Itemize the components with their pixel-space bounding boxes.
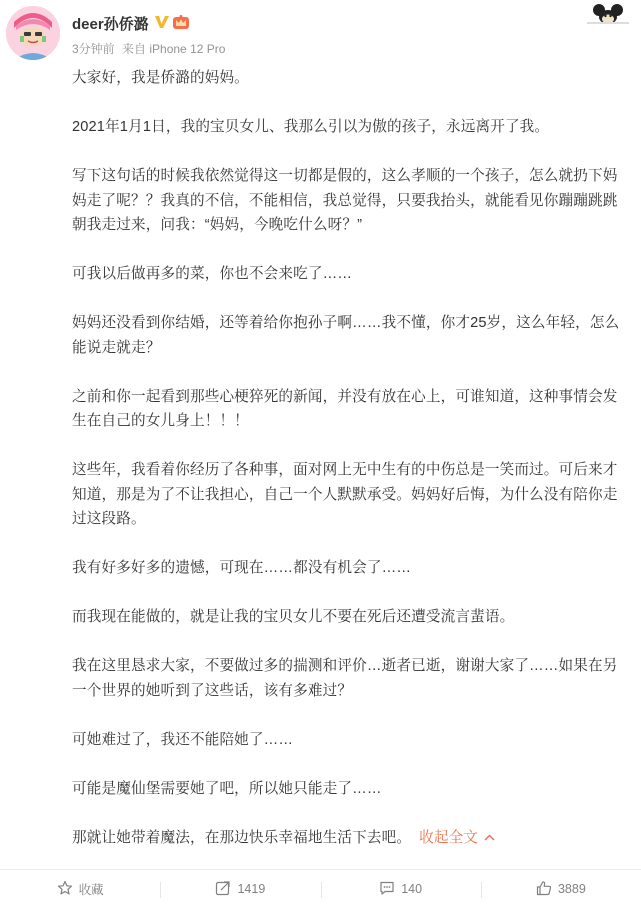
favorite-button[interactable] (0, 880, 160, 899)
repost-button[interactable] (160, 880, 320, 899)
post-paragraph: 可能是魔仙堡需要她了吧，所以她只能走了…… (72, 780, 382, 797)
chevron-up-icon (478, 830, 495, 846)
repost-count: 1419 (237, 882, 266, 896)
post-paragraph: 可我以后做再多的菜，你也不会来吃了…… (72, 266, 353, 282)
post-source: 来自 iPhone 12 Pro (122, 42, 226, 56)
post-paragraph: 之前和你一起看到那些心梗猝死的新闻，并没有放在心上，可谁知道，这种事情会发生在自己的女儿身上！！！ (72, 388, 618, 429)
like-button[interactable] (481, 880, 641, 899)
post-meta (72, 40, 229, 57)
post-paragraph: 可她难过了，我还不能陪她了…… (72, 731, 294, 748)
thumbs-up-icon (536, 880, 558, 899)
like-count: 3889 (557, 882, 586, 896)
repost-icon (215, 880, 237, 899)
vip-crown-icon[interactable] (172, 14, 190, 34)
post-paragraph: 我在这里恳求大家，不要做过多的揣测和评价…逝者已逝，谢谢大家了……如果在另一个世界的她听到了这些话，该有多难过？ (72, 658, 618, 699)
post-paragraph: 妈妈还没看到你结婚，还等着给你抱孙子啊……我不懂，你才25岁，这么年轻，怎么能说走就走？ (72, 315, 620, 356)
author-name-row (72, 13, 190, 34)
star-icon (57, 880, 79, 899)
post-paragraph: 这些年，我看着你经历了各种事，面对网上无中生有的中伤总是一笑而过。可后来才知道，那是为了不让我担心，自己一个人默默承受。妈妈好后悔，为什么没有陪你走过这段路。 (72, 462, 618, 527)
action-bar (0, 870, 641, 908)
comment-button[interactable] (321, 880, 481, 899)
post-time[interactable]: 3分钟前 (72, 42, 115, 56)
post-paragraph: 写下这句话的时候我依然觉得这一切都是假的，这么孝顺的一个孩子，怎么就扔下妈妈走了呢？？我真的不信，不能相信，我总觉得，只要我抬头，就能看见你蹦蹦跳跳朝我走过来，问我：“妈妈，今晚吃什么呀？” (72, 168, 618, 233)
post-paragraph: 而我现在能做的，就是让我的宝贝女儿不要在死后还遭受流言蜚语。 (72, 609, 515, 625)
collapse-full-text-link[interactable] (419, 830, 495, 846)
post-header (0, 0, 641, 64)
post-paragraph: 2021年1月1日，我的宝贝女儿、我那么引以为傲的孩子，永远离开了我。 (72, 119, 550, 135)
comment-icon (379, 880, 401, 899)
favorite-label: 收藏 (78, 883, 104, 897)
post-paragraph: 那就让她带着魔法，在那边快乐幸福地生活下去吧。 (72, 829, 412, 846)
comment-count: 140 (401, 882, 423, 896)
post-last-paragraph (72, 826, 620, 851)
mouse-mascot-icon (585, 2, 631, 24)
post-paragraph: 我有好多好多的遗憾，可现在……都没有机会了…… (72, 560, 412, 576)
post-paragraph: 大家好，我是侨潞的妈妈。 (72, 70, 249, 86)
avatar[interactable] (6, 6, 60, 60)
post-body (72, 66, 620, 850)
collapse-label: 收起全文 (419, 829, 479, 846)
verified-v-icon (154, 15, 170, 33)
author-name[interactable]: deer孙侨潞 (72, 16, 149, 33)
